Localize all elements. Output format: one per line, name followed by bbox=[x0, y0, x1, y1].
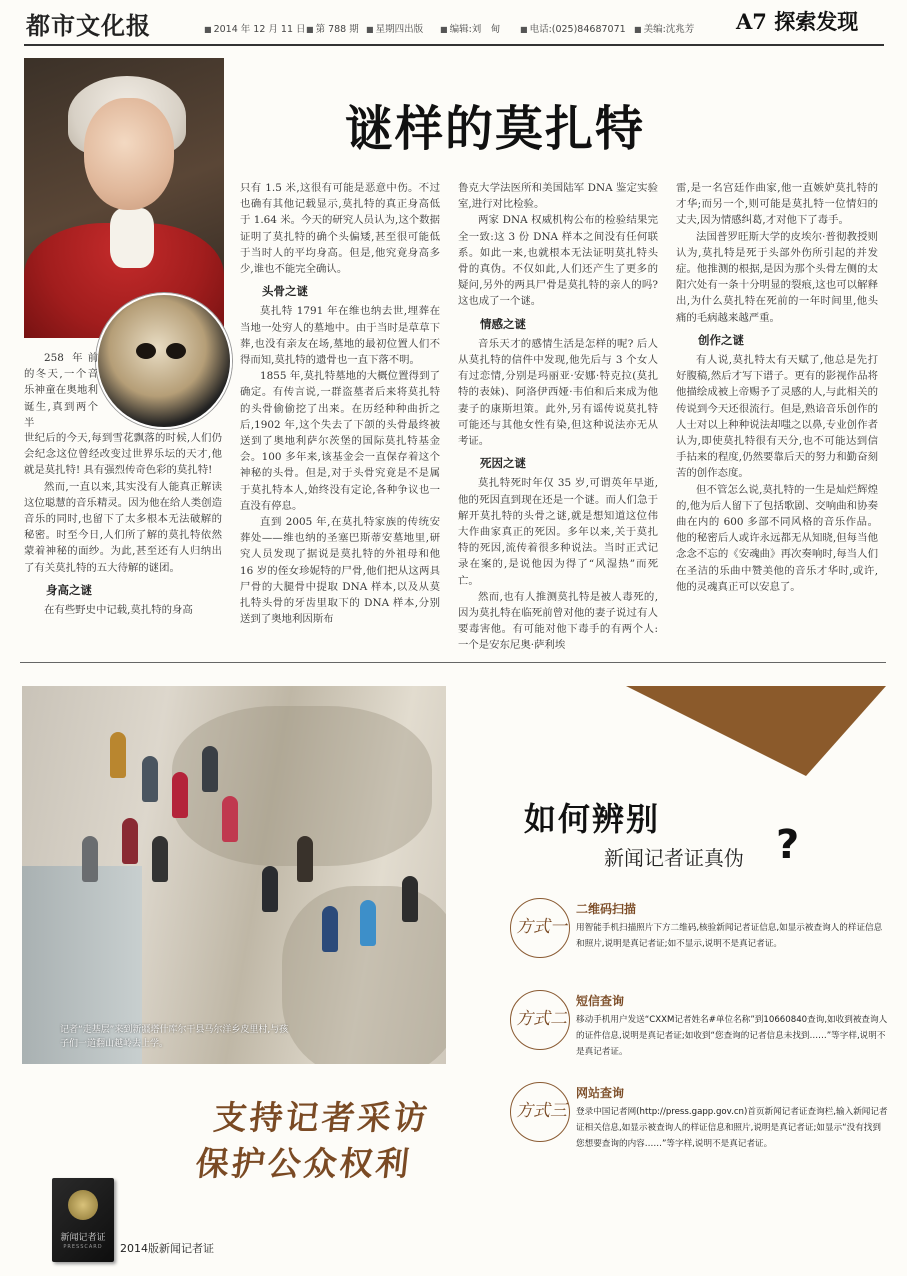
skull-eye-left bbox=[136, 343, 156, 359]
paragraph: 莫扎特 1791 年在维也纳去世,埋葬在当地一处穷人的墓地中。由于当时是草草下葬,也没有亲友在场,墓地的最初位置人们不得而知,莫扎特的遗骨也一直下落不明。 bbox=[240, 305, 440, 367]
photo-person bbox=[152, 836, 168, 882]
article-title: 谜样的莫扎特 bbox=[344, 101, 645, 157]
slogan-line-2: 保护公众权利 bbox=[193, 1144, 414, 1183]
paragraph: 1855 年,莫扎特墓地的大概位置得到了确定。有传言说,一群盗墓者后来将莫扎特的头骨偷偷挖了出来。在历经种种曲折之后,1902 年,这个失去了下颌的头骨最终被送到了奥地利萨尔茨堡的国际莫扎特基金会。100 多年来,该基金会一直保存着这个神秘的头骨。但是,对于头骨究竟是不是属于莫扎特本人,始终没有定论,各种争议也一直没有停息。 bbox=[240, 370, 440, 512]
paper-name: 都市文化报 bbox=[26, 11, 151, 40]
subheading-death: 死因之谜 bbox=[480, 456, 526, 471]
ad-subtitle: 新闻记者证真伪 bbox=[604, 846, 744, 870]
photo-person bbox=[360, 900, 376, 946]
ad-title: 如何辨别 bbox=[524, 800, 661, 838]
photo-person bbox=[110, 732, 126, 778]
skull-eye-right bbox=[166, 343, 186, 359]
paragraph: 法国普罗旺斯大学的皮埃尔·普彻教授则认为,莫扎特是死于头部外伤所引起的并发症。他推测的根据,是因为那个头骨左侧的太阳穴处有一条十分明显的裂痕,这也可以解释出,为什么莫扎特在死前的一年时间里,他头痛的毛病越来越严重。 bbox=[676, 230, 878, 324]
designer-credit: ■ 美编:沈兆芳 bbox=[634, 21, 694, 35]
article-column-3 bbox=[458, 180, 658, 654]
mountain-path-photo bbox=[22, 686, 446, 1064]
slogan-line-1: 支持记者采访 bbox=[211, 1098, 432, 1137]
decorative-triangle bbox=[626, 686, 886, 776]
paragraph: 在有些野史中记载,莫扎特的身高 bbox=[44, 604, 193, 617]
method-title: 二维码扫描 bbox=[576, 902, 637, 916]
photo-person bbox=[262, 866, 278, 912]
triangle-shape bbox=[626, 686, 886, 776]
paragraph: 只有 1.5 米,这很有可能是恶意中伤。不过也确有其他记载显示,莫扎特的真正身高低于 1.64 米。今天的研究人员认为,这个数据证明了莫扎特的确个头偏矮,甚至很可能低于当时人的平均身高。但是,他究竟身高多少,谁也不能完全确认。 bbox=[240, 182, 440, 276]
paragraph: 世纪后的今天,每到雪花飘落的时候,人们仍会纪念这位曾经改变过世界乐坛的天才,他就是莫扎特! 具有强烈传奇色彩的莫扎特! bbox=[24, 432, 222, 477]
portrait-face bbox=[84, 98, 174, 210]
issue-date: ■ 2014 年 12 月 11 日 bbox=[204, 21, 306, 35]
subheading-creation: 创作之谜 bbox=[698, 332, 744, 347]
intro-paragraph: 258 年前的冬天,一个音乐神童在奥地利诞生,真到两个半 bbox=[24, 352, 98, 429]
photo-caption: 记者“走基层”来到新疆塔什库尔干县马尔洋乡皮里村,与孩子们一道翻山越岭去上学。 bbox=[60, 1025, 289, 1049]
article-column-2 bbox=[240, 180, 440, 627]
subheading-height: 身高之谜 bbox=[46, 582, 92, 597]
editor-credit: ■ 编辑:刘 甸 bbox=[440, 21, 500, 35]
paragraph: 音乐天才的感情生活是怎样的呢? 后人从莫扎特的信件中发现,他先后与 3 个女人有过恋情,分别是玛丽亚·安娜·特克拉(莫扎特的表妹)、阿洛伊西娅·韦伯和后来成为他妻子的康斯坦策。此外,另有谣传说莫扎特可能还与其他女性有染,但这种说法亦无从考证。 bbox=[458, 337, 658, 448]
paragraph: 两家 DNA 权威机构公布的检验结果完全一致:这 3 份 DNA 样本之间没有任何联系。如此一来,也就根本无法证明莫扎特头骨的真伪。不仅如此,人们还产生了更多的疑问,另外的两具尸骨是莫扎特的亲人的吗? 这也成了一个谜。 bbox=[458, 214, 658, 308]
section-label: A7 探索发现 bbox=[736, 9, 859, 34]
article-column-4 bbox=[676, 180, 878, 595]
photo-person bbox=[142, 756, 158, 802]
paragraph: 雷,是一名宫廷作曲家,他一直嫉妒莫扎特的才华;而另一个,则可能是莫扎特一位情妇的丈夫,因为情感纠葛,才对他下了毒手。 bbox=[676, 182, 878, 227]
photo-person bbox=[297, 836, 313, 882]
press-card-caption: 2014版新闻记者证 bbox=[120, 1242, 214, 1255]
method-label: 方式三 bbox=[516, 1101, 567, 1121]
photo-person bbox=[82, 836, 98, 882]
subheading-skull: 头骨之谜 bbox=[262, 284, 308, 299]
method-text: 用智能手机扫描照片下方二维码,核验新闻记者证信息,如显示被查询人的样证信息和照片,说明是真记者证;如不显示,说明不是真记者证。 bbox=[576, 923, 883, 949]
issue-weekday: ■ 星期四出版 bbox=[366, 21, 423, 35]
photo-person bbox=[322, 906, 338, 952]
portrait-collar bbox=[110, 208, 154, 268]
paragraph: 直到 2005 年,在莫扎特家族的传统安葬处——维也纳的圣塞巴斯蒂安墓地里,研究人员发现了据说是莫扎特的外祖母和他 16 岁的侄女珍妮特的尸骨,他们把从这两具尸骨的大腿骨中提取 DNA 样本,以及从莫扎特头骨的牙齿里取下的 DNA 样本,分别送到了奥地利因斯布 bbox=[240, 516, 440, 626]
press-card-english: PRESSCARD bbox=[63, 1244, 103, 1250]
method-text: 登录中国记者网(http://press.gapp.gov.cn)首页新闻记者证查询栏,输入新闻记者证相关信息,如显示被查询人的样证信息和照片,说明是真记者证;如显示“没有找到您想要查询的内容……”等字样,说明不是真记者证。 bbox=[576, 1107, 888, 1149]
photo-person bbox=[202, 746, 218, 792]
national-emblem-icon bbox=[68, 1190, 98, 1220]
method-label: 方式一 bbox=[516, 917, 567, 937]
method-title: 短信查询 bbox=[576, 994, 625, 1008]
method-label: 方式二 bbox=[516, 1009, 567, 1029]
masthead bbox=[0, 0, 907, 46]
method-text: 移动手机用户发送“CXXM记者姓名#单位名称”到10660840查询,如收到被查询人的证件信息,说明是真记者证;如收到“您查询的记者信息未找到……”等字样,说明不是真记者证。 bbox=[576, 1015, 888, 1057]
article-intro bbox=[24, 350, 98, 431]
photo-person bbox=[122, 818, 138, 864]
method-item bbox=[510, 898, 890, 982]
section-divider bbox=[20, 662, 886, 663]
subheading-love: 情感之谜 bbox=[480, 316, 526, 331]
paragraph: 有人说,莫扎特太有天赋了,他总是先打好腹稿,然后才写下谱子。更有的影视作品将他描绘成被上帝赐予了灵感的人,与此相关的传说到今天还很流行。但是,熟谙音乐创作的人士对以上种种说法却嗤之以鼻,专业创作者认为,即使莫扎特很有天分,也不可能达到信手拈来的程度,仍然要靠后天的努力和勤奋刻苦的创作态度。 bbox=[676, 354, 878, 480]
skull-photo bbox=[96, 293, 232, 429]
article-column-1 bbox=[24, 430, 222, 618]
method-item bbox=[510, 990, 890, 1074]
photo-person bbox=[172, 772, 188, 818]
paragraph: 然而,也有人推测莫扎特是被人毒死的,因为莫扎特在临死前曾对他的妻子说过有人要毒害他。有可能对他下毒手的有两个人:一个是安东尼奥·萨利埃 bbox=[458, 590, 658, 652]
issue-number: ■ 第 788 期 bbox=[306, 21, 359, 35]
photo-person bbox=[402, 876, 418, 922]
method-title: 网站查询 bbox=[576, 1086, 625, 1100]
photo-person bbox=[222, 796, 238, 842]
paragraph: 鲁克大学法医所和美国陆军 DNA 鉴定实验室,进行对比检验。 bbox=[458, 182, 658, 211]
method-item bbox=[510, 1082, 890, 1182]
top-rule bbox=[24, 44, 884, 46]
phone-number: ■ 电话:(025)84687071 bbox=[520, 21, 626, 35]
paragraph: 但不管怎么说,莫扎特的一生是灿烂辉煌的,他为后人留下了包括歌剧、交响曲和协奏曲在内的 600 多部不同风格的音乐作品。他的秘密后人或许永远都无从知晓,但每当他念念不忘的《安魂曲》再次奏响时,每当人们在圣洁的乐曲中赞美他的音乐才华时,或许,他的灵魂真正可以安息了。 bbox=[676, 483, 878, 593]
paragraph: 然而,一直以来,其实没有人能真正解读这位聪慧的音乐精灵。因为他在给人类创造音乐的同时,也留下了太多根本无法破解的秘密。时至今日,人们所了解的莫扎特依然蒙着神秘的面纱。为此,甚至还有人归纳出了有关莫扎特的五大待解的谜团。 bbox=[24, 480, 222, 574]
paragraph: 莫扎特死时年仅 35 岁,可谓英年早逝,他的死因直到现在还是一个谜。而人们急于解开莫扎特的头骨之谜,就是想知道这位伟大作曲家真正的死因。多年以来,关于莫扎特的死因,流传着很多种说法。当时正式记录在案的,是说他因为得了“风湿热”而死亡。 bbox=[458, 477, 658, 587]
question-mark: ? bbox=[776, 822, 800, 868]
press-card-image bbox=[52, 1178, 114, 1262]
press-card-title: 新闻记者证 bbox=[60, 1233, 106, 1243]
mozart-portrait bbox=[24, 58, 224, 338]
